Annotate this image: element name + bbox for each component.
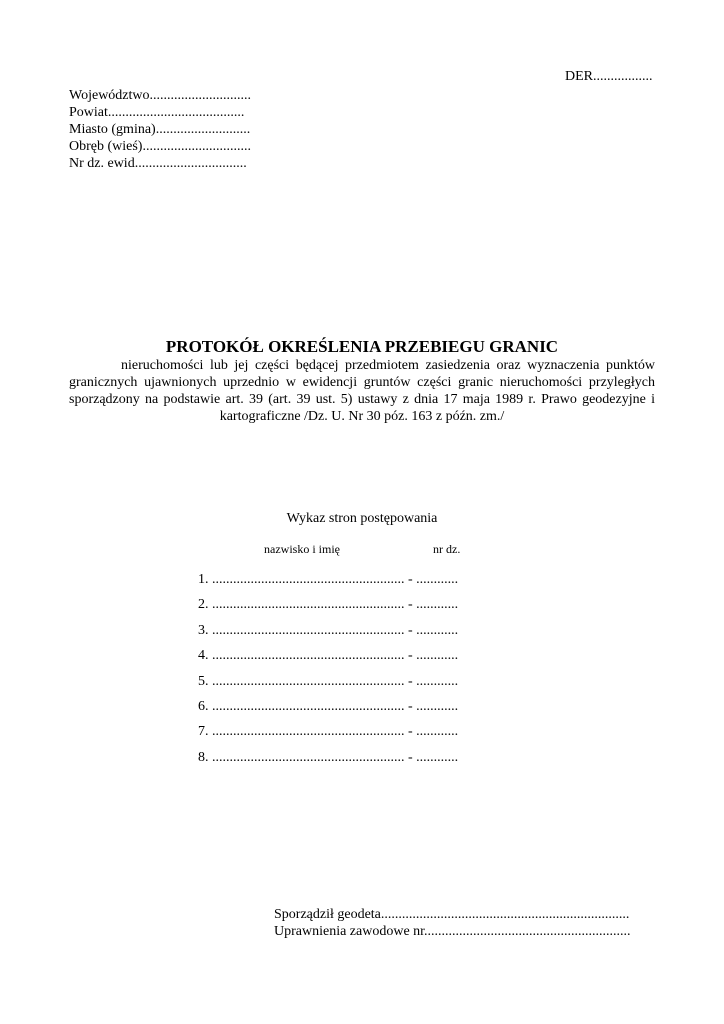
parties-list-heading: Wykaz stron postępowania: [286, 511, 438, 526]
list-item: 1. ....................................................... - ............: [198, 572, 459, 587]
city-field: Miasto (gmina)...........................: [69, 122, 251, 137]
der-field: DER.................: [565, 69, 653, 84]
list-item: 3. ....................................................... - ............: [198, 622, 459, 638]
list-item: 8. ....................................................... - ............: [198, 749, 459, 765]
list-item: 2. ....................................................... - ............: [198, 597, 459, 613]
license-number-field: Uprawnienia zawodowe nr...........................................................: [274, 924, 631, 939]
header-fields: [69, 87, 251, 172]
document-subtitle: nieruchomości lub jej części będącej przedmiotem zasiedzenia oraz wyznaczenia punktów granicznych ujawnionych uprzednio w ewidencji gruntów części granic nieruchomości przyległych sporządzony na podstawie art. 39 (art. 39 ust. 5) ustawy z dnia 17 maja 1989 r. Prawo geodezyjne i kartograficzne /Dz. U. Nr 30 póz. 163 z późn. zm./: [69, 358, 655, 424]
precinct-field: Obręb (wieś)...............................: [69, 139, 251, 154]
list-item: 5. ....................................................... - ............: [198, 673, 459, 689]
list-item: 4. ....................................................... - ............: [198, 648, 459, 664]
signature-block: [274, 906, 631, 940]
parcel-number-field: Nr dz. ewid................................: [69, 156, 247, 171]
document-title: PROTOKÓŁ OKREŚLENIA PRZEBIEGU GRANIC: [165, 337, 559, 356]
list-item: 6. ....................................................... - ............: [198, 698, 459, 714]
parties-list: [198, 572, 458, 775]
prepared-by-field: Sporządził geodeta.......................................................................: [274, 907, 630, 922]
list-item: 7. ....................................................... - ............: [198, 724, 459, 740]
column-nr-header: nr dz.: [433, 542, 461, 556]
county-field: Powiat.......................................: [69, 105, 245, 120]
voivodeship-field: Województwo.............................: [69, 88, 252, 103]
column-name-header: nazwisko i imię: [264, 542, 340, 556]
